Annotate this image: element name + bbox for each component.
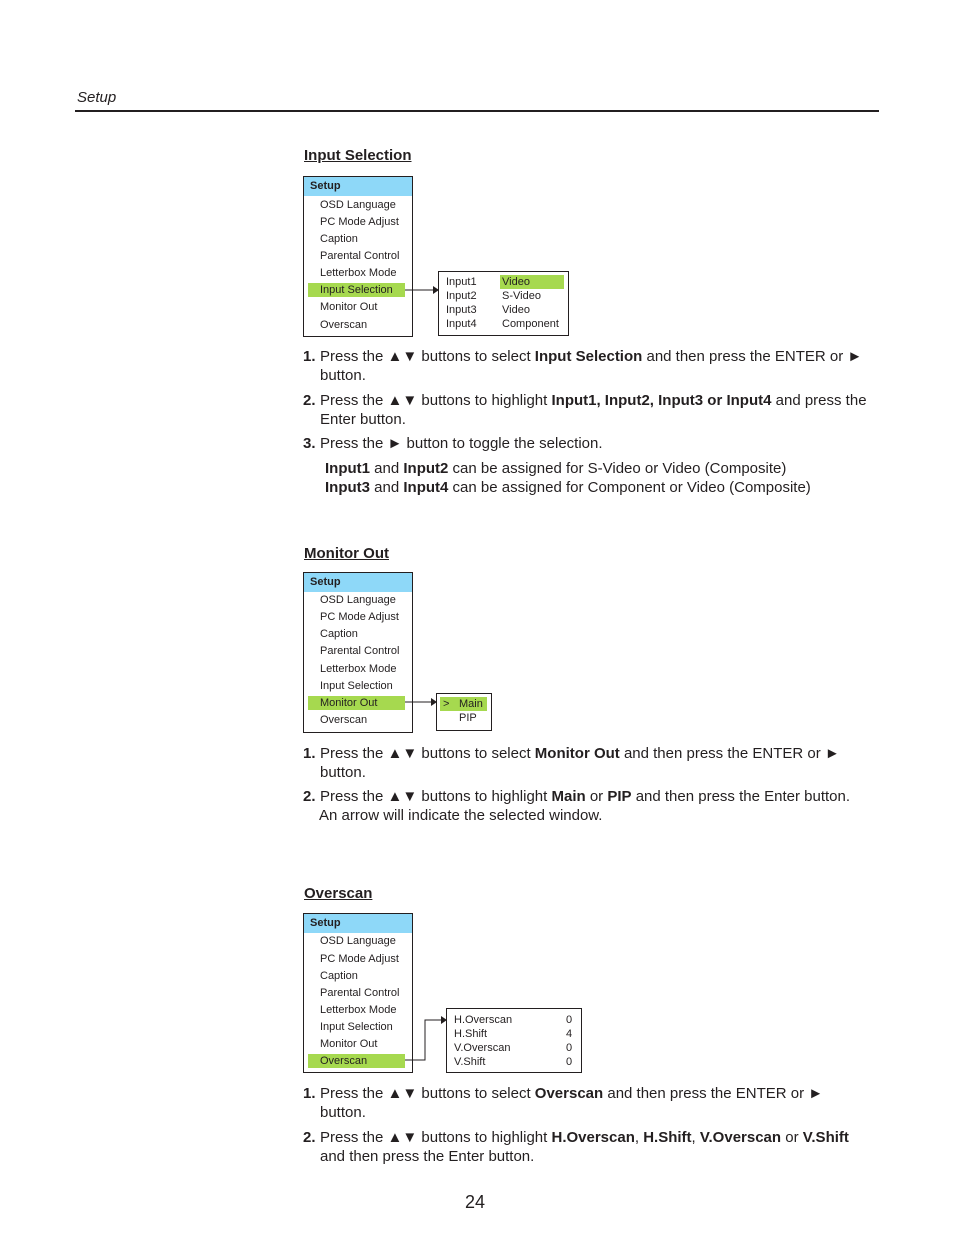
menu-item-letterbox-mode[interactable]: Letterbox Mode xyxy=(320,267,397,279)
overscan-submenu xyxy=(446,1008,582,1073)
menu-item-monitor-out[interactable]: Monitor Out xyxy=(320,1038,378,1050)
submenu-value-input4: Component xyxy=(502,318,559,330)
menu-item-input-selection[interactable]: Input Selection xyxy=(320,680,393,692)
submenu-value-v-shift: 0 xyxy=(566,1056,573,1068)
menu-item-monitor-out[interactable]: Monitor Out xyxy=(320,697,378,709)
submenu-label-h-shift[interactable]: H.Shift xyxy=(454,1028,488,1040)
input-selection-submenu xyxy=(438,271,569,336)
running-header: Setup xyxy=(77,89,117,106)
instruction-step: 1. Press the ▲▼ buttons to select Monitor Out and then press the ENTER or ► button. xyxy=(303,745,840,781)
connector-arrow-icon xyxy=(405,696,437,708)
menu-item-input-selection[interactable]: Input Selection xyxy=(320,1021,393,1033)
page-number: 24 xyxy=(465,1192,486,1212)
menu-item-letterbox-mode[interactable]: Letterbox Mode xyxy=(320,663,397,675)
submenu-option-main[interactable]: Main xyxy=(459,698,483,710)
menu-item-osd-language[interactable]: OSD Language xyxy=(320,199,396,211)
header-rule xyxy=(75,110,879,112)
menu-item-osd-language[interactable]: OSD Language xyxy=(320,935,396,947)
menu-item-parental-control[interactable]: Parental Control xyxy=(320,645,400,657)
menu-item-overscan[interactable]: Overscan xyxy=(320,714,368,726)
submenu-value-h-overscan: 0 xyxy=(566,1014,573,1026)
submenu-label-input3[interactable]: Input3 xyxy=(446,304,477,316)
menu-item-pc-mode-adjust[interactable]: PC Mode Adjust xyxy=(320,216,399,228)
menu-item-overscan[interactable]: Overscan xyxy=(320,1055,368,1067)
setup-menu-input-selection xyxy=(303,176,413,337)
instruction-step: 2. Press the ▲▼ buttons to highlight Input1, Input2, Input3 or Input4 and press the Enter button. xyxy=(303,392,867,428)
menu-item-pc-mode-adjust[interactable]: PC Mode Adjust xyxy=(320,953,399,965)
instruction-step: 3. Press the ► button to toggle the selection. xyxy=(303,435,603,452)
menu-item-caption[interactable]: Caption xyxy=(320,233,358,245)
selection-arrow-icon: > xyxy=(443,698,450,710)
assignment-note: Input3 and Input4 can be assigned for Component or Video (Composite) xyxy=(325,479,811,496)
menu-title: Setup xyxy=(304,914,412,933)
menu-item-pc-mode-adjust[interactable]: PC Mode Adjust xyxy=(320,611,399,623)
submenu-value-v-overscan: 0 xyxy=(566,1042,573,1054)
submenu-label-h-overscan[interactable]: H.Overscan xyxy=(454,1014,513,1026)
menu-item-parental-control[interactable]: Parental Control xyxy=(320,987,400,999)
submenu-label-v-shift[interactable]: V.Shift xyxy=(454,1056,486,1068)
instruction-step: 2. Press the ▲▼ buttons to highlight H.Overscan, H.Shift, V.Overscan or V.Shift and then press the Enter button. xyxy=(303,1129,849,1165)
menu-item-monitor-out[interactable]: Monitor Out xyxy=(320,301,378,313)
section-title-monitor-out: Monitor Out xyxy=(304,545,389,562)
submenu-label-input1[interactable]: Input1 xyxy=(446,276,477,288)
connector-arrow-icon xyxy=(405,1014,447,1070)
menu-title: Setup xyxy=(304,573,412,592)
submenu-option-pip[interactable]: PIP xyxy=(459,712,477,724)
submenu-value-input2: S-Video xyxy=(502,290,541,302)
menu-item-caption[interactable]: Caption xyxy=(320,628,358,640)
instruction-step: 2. Press the ▲▼ buttons to highlight Main or PIP and then press the Enter button. xyxy=(303,788,851,805)
submenu-label-v-overscan[interactable]: V.Overscan xyxy=(454,1042,511,1054)
submenu-label-input2[interactable]: Input2 xyxy=(446,290,477,302)
menu-item-osd-language[interactable]: OSD Language xyxy=(320,594,396,606)
section-title-overscan: Overscan xyxy=(304,885,373,902)
menu-item-caption[interactable]: Caption xyxy=(320,970,358,982)
menu-item-overscan[interactable]: Overscan xyxy=(320,319,368,331)
monitor-out-submenu xyxy=(436,693,492,731)
instruction-note: An arrow will indicate the selected window. xyxy=(319,807,603,824)
submenu-value-input1: Video xyxy=(502,276,530,288)
menu-title: Setup xyxy=(304,177,412,196)
assignment-note: Input1 and Input2 can be assigned for S-Video or Video (Composite) xyxy=(325,460,787,477)
submenu-value-input3: Video xyxy=(502,304,530,316)
setup-menu-monitor-out xyxy=(303,572,413,733)
submenu-label-input4[interactable]: Input4 xyxy=(446,318,477,330)
instruction-step: 1. Press the ▲▼ buttons to select Input Selection and then press the ENTER or ► button. xyxy=(303,348,863,384)
menu-item-parental-control[interactable]: Parental Control xyxy=(320,250,400,262)
section-title-input-selection: Input Selection xyxy=(304,147,412,164)
instruction-step: 1. Press the ▲▼ buttons to select Overscan and then press the ENTER or ► button. xyxy=(303,1085,824,1121)
menu-item-input-selection[interactable]: Input Selection xyxy=(320,284,393,296)
connector-arrow-icon xyxy=(405,284,439,296)
menu-item-letterbox-mode[interactable]: Letterbox Mode xyxy=(320,1004,397,1016)
setup-menu-overscan xyxy=(303,913,413,1073)
submenu-value-h-shift: 4 xyxy=(566,1028,573,1040)
